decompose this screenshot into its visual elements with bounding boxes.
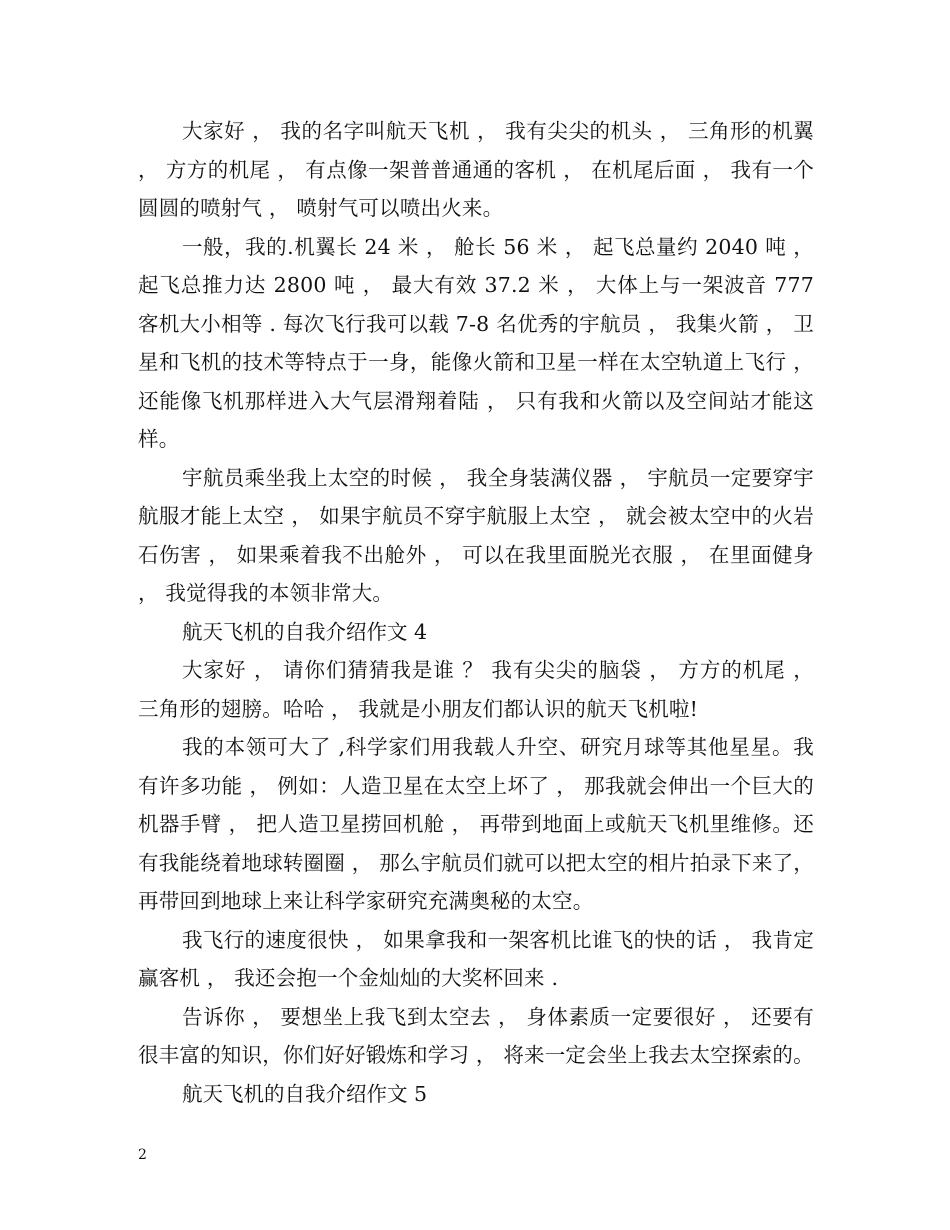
- paragraph: 我的本领可大了 ,科学家们用我载人升空、研究月球等其他星星。我有许多功能 ， 例如：人造卫星在太空上坏了 ， 那我就会伸出一个巨大的机器手臂 ， 把人造卫星捞回机舱 ， 再带到地面上或航天飞机里维修。还有我能绕着地球转圈圈 ， 那么宇航员们就可以把太空的相片拍录下来了，再带回到地球上来让科学家研究充满奥秘的太空。: [138, 735, 814, 913]
- paragraph: 宇航员乘坐我上太空的时候 ， 我全身装满仪器 ， 宇航员一定要穿宇航服才能上太空 ， 如果宇航员不穿宇航服上太空 ， 就会被太空中的火岩石伤害 ， 如果乘着我不出舱外 ， 可以在我里面脱光衣服 ， 在里面健身 ， 我觉得我的本领非常大。: [138, 465, 814, 605]
- section-heading: 航天飞机的自我介绍作文 4: [182, 619, 428, 644]
- paragraph: 一般，我的.机翼长 24 米 ， 舱长 56 米 ， 起飞总量约 2040 吨 ， 起飞总推力达 2800 吨 ， 最大有效 37.2 米 ， 大体上与一架波音 777 客机大小相等 . 每次飞行我可以载 7-8 名优秀的宇航员 ， 我集火箭 ， 卫星和飞机的技术等特点于一身，能像火箭和卫星一样在太空轨道上飞行 ， 还能像飞机那样进入大气层滑翔着陆 ， 只有我和火箭以及空间站才能这样。: [138, 234, 814, 451]
- paragraph: 告诉你 ， 要想坐上我飞到太空去 ， 身体素质一定要很好 ， 还要有很丰富的知识，你们好好锻炼和学习 ， 将来一定会坐上我去太空探索的。: [138, 1004, 814, 1067]
- paragraph: 大家好 ， 我的名字叫航天飞机 ， 我有尖尖的机头 ， 三角形的机翼 ， 方方的机尾 ， 有点像一架普普通通的客机 ， 在机尾后面 ， 我有一个圆圆的喷射气 ， 喷射气可以喷出火来。: [138, 119, 814, 220]
- document-body: [138, 112, 814, 1113]
- page-number: 2: [138, 1147, 147, 1163]
- section-heading: 航天飞机的自我介绍作文 5: [182, 1081, 428, 1106]
- paragraph: 大家好 ， 请你们猜猜我是谁 ？ 我有尖尖的脑袋 ， 方方的机尾 ， 三角形的翅膀。哈哈 ， 我就是小朋友们都认识的航天飞机啦!: [138, 658, 814, 721]
- paragraph: 我飞行的速度很快 ， 如果拿我和一架客机比谁飞的快的话 ， 我肯定赢客机 ， 我还会抱一个金灿灿的大奖杯回来 .: [138, 927, 814, 990]
